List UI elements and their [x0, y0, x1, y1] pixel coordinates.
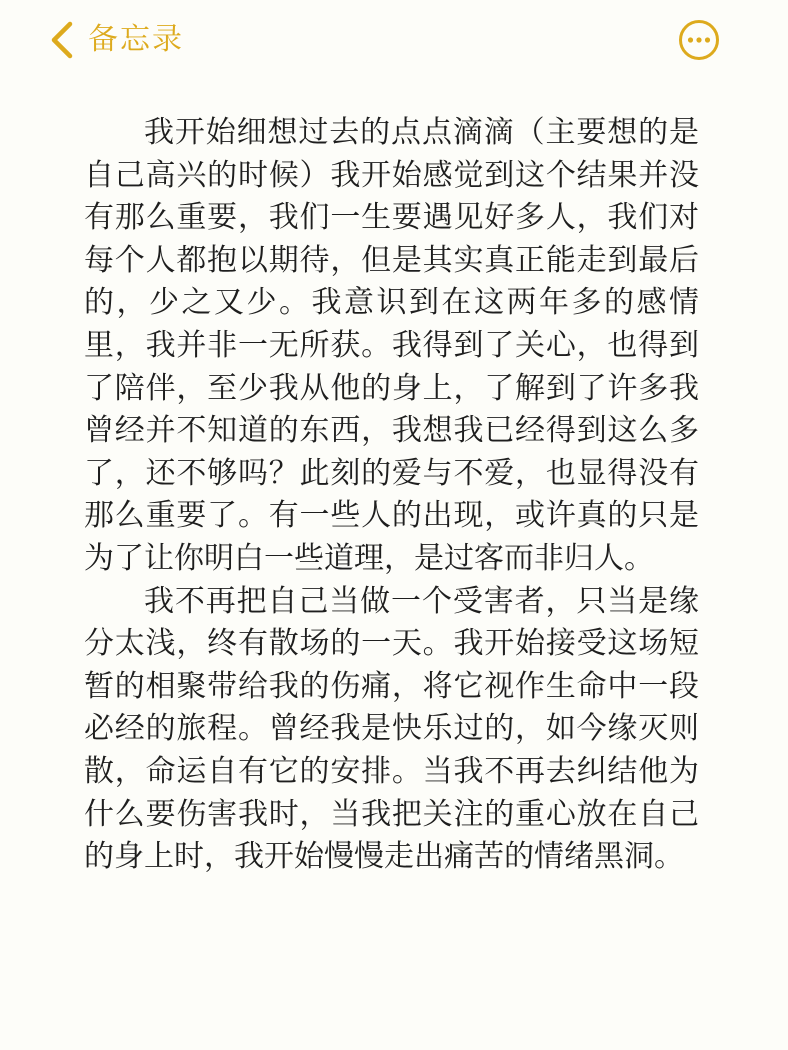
- back-label: 备忘录: [88, 22, 184, 57]
- back-button[interactable]: [48, 18, 184, 62]
- chevron-left-icon: [48, 20, 76, 60]
- ellipsis-circle-icon: [678, 19, 720, 61]
- note-paragraph-1: 我开始细想过去的点点滴滴（主要想的是自己高兴的时候）我开始感觉到这个结果并没有那么重要，我们一生要遇见好多人，我们对每个人都抱以期待，但是其实真正能走到最后的，少之又少。我意识到在这两年多的感情里，我并非一无所获。我得到了关心，也得到了陪伴，至少我从他的身上，了解到了许多我曾经并不知道的东西，我想我已经得到这么多了，还不够吗？此刻的爱与不爱，也显得没有那么重要了。有一些人的出现，或许真的只是为了让你明白一些道理，是过客而非归人。: [84, 115, 699, 576]
- note-body[interactable]: [84, 112, 699, 879]
- note-paragraph-2: 我不再把自己当做一个受害者，只当是缘分太浅，终有散场的一天。我开始接受这场短暂的相聚带给我的伤痛，将它视作生命中一段必经的旅程。曾经我是快乐过的，如今缘灭则散，命运自有它的安排。当我不再去纠结他为什么要伤害我时，当我把关注的重心放在自己的身上时，我开始慢慢走出痛苦的情绪黑洞。: [84, 583, 699, 875]
- navigation-bar: [0, 0, 788, 82]
- more-options-button[interactable]: [678, 19, 720, 61]
